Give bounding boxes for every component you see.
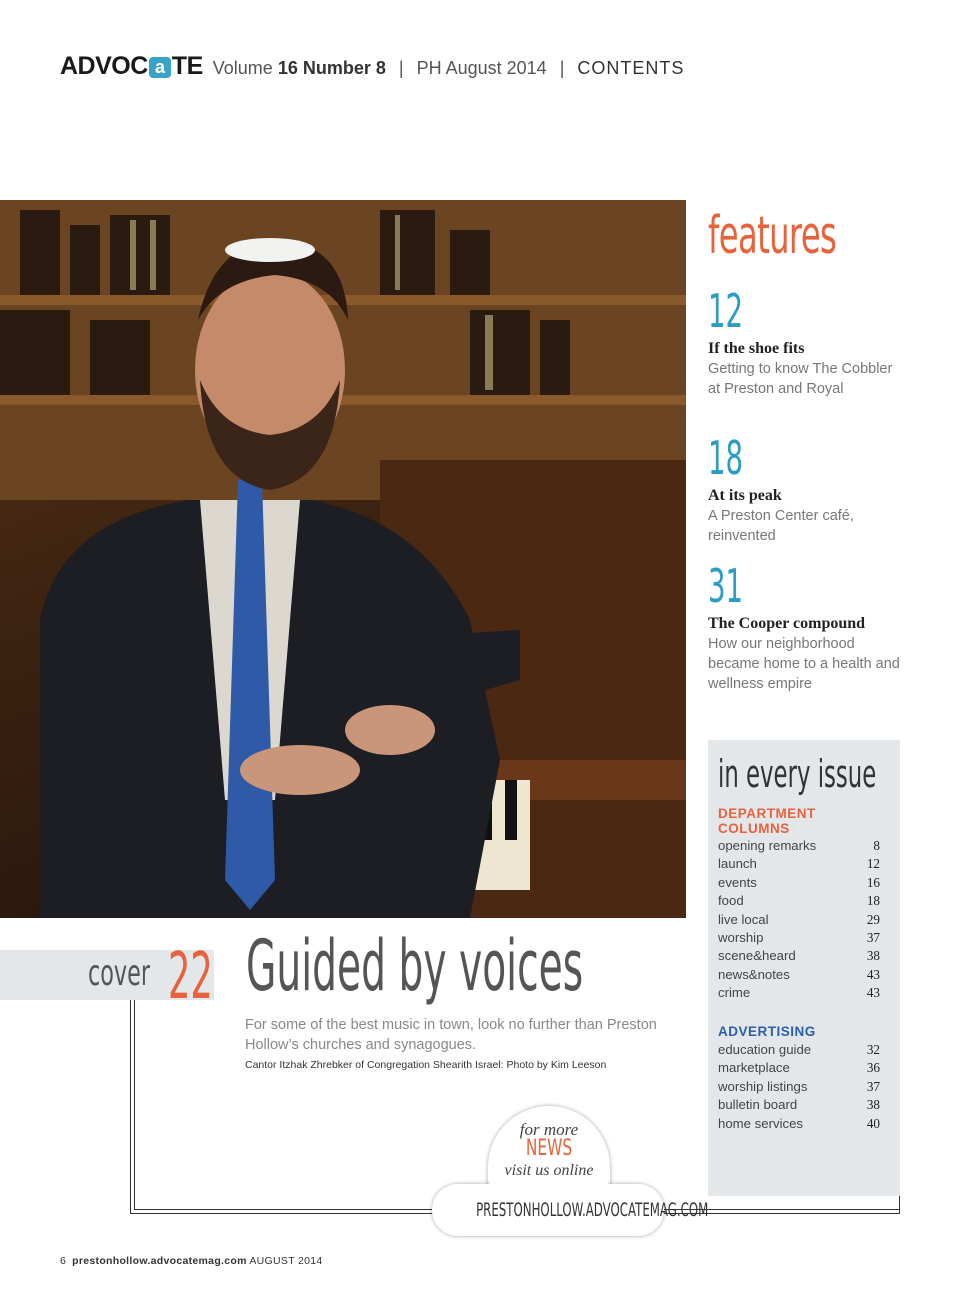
list-item[interactable]: bulletin board 38 <box>718 1097 880 1113</box>
cover-photo <box>0 200 686 918</box>
volume-info: Volume 16 Number 8 <box>212 58 386 78</box>
feature-description: How our neighborhood became home to a health and wellness empire <box>708 636 900 692</box>
cover-story-description: For some of the best music in town, look no further than Preston Hollow’s churches and synagogues. <box>245 1017 657 1053</box>
list-item[interactable]: education guide 32 <box>718 1042 880 1057</box>
cover-label: cover <box>88 953 151 994</box>
masthead <box>60 52 684 84</box>
page-number: 6 <box>60 1255 67 1267</box>
edition-label: PH August 2014 <box>416 58 547 78</box>
department-list <box>718 838 880 1004</box>
in-every-issue-heading: in every issue <box>718 752 877 796</box>
advertising-heading: ADVERTISING <box>718 1024 816 1039</box>
department-columns-heading: DEPARTMENT COLUMNS <box>718 806 816 836</box>
feature-page-number: 12 <box>708 284 744 338</box>
section-label: CONTENTS <box>577 58 685 78</box>
footer-site-link[interactable]: prestonhollow.advocatemag.com <box>72 1255 247 1267</box>
list-item[interactable]: marketplace 36 <box>718 1060 880 1076</box>
advertising-list <box>718 1042 880 1134</box>
header-separator: | <box>559 58 565 78</box>
header-separator: | <box>398 58 404 78</box>
cover-story-title[interactable]: Guided by voices <box>246 925 584 1007</box>
list-item[interactable]: news&notes 43 <box>718 966 880 982</box>
feature-item[interactable] <box>708 559 908 694</box>
frame-line <box>130 1000 131 1213</box>
feature-description: A Preston Center café, reinvented <box>708 508 854 544</box>
feature-item[interactable] <box>708 431 908 546</box>
features-heading: features <box>708 206 837 266</box>
list-item[interactable]: opening remarks 8 <box>718 838 880 853</box>
cover-page-number: 22 <box>168 940 213 1014</box>
in-every-issue-box <box>708 740 900 1196</box>
list-item[interactable]: scene&heard 38 <box>718 948 880 964</box>
feature-item[interactable] <box>708 284 908 399</box>
list-item[interactable]: events 16 <box>718 874 880 890</box>
frame-line <box>134 1000 135 1209</box>
list-item[interactable]: home services 40 <box>718 1115 880 1131</box>
footer-date: AUGUST 2014 <box>249 1255 323 1267</box>
feature-page-number: 18 <box>708 431 744 485</box>
badge-news: NEWS <box>525 1136 573 1161</box>
feature-title: The Cooper compound <box>708 615 866 632</box>
website-link[interactable]: PRESTONHOLLOW.ADVOCATEMAG.COM <box>476 1199 709 1221</box>
list-item[interactable]: crime 43 <box>718 985 880 1001</box>
list-item[interactable]: worship listings 37 <box>718 1078 880 1094</box>
feature-page-number: 31 <box>708 559 744 613</box>
list-item[interactable]: worship 37 <box>718 929 880 945</box>
list-item[interactable]: launch 12 <box>718 856 880 872</box>
photo-caption: Cantor Itzhak Zhrebker of Congregation Shearith Israel: Photo by Kim Leeson <box>245 1059 607 1071</box>
feature-description: Getting to know The Cobbler at Preston and Royal <box>708 361 893 397</box>
badge-join <box>490 1180 608 1192</box>
feature-title: If the shoe fits <box>708 340 805 357</box>
page-footer <box>60 1255 323 1267</box>
list-item[interactable]: food 18 <box>718 893 880 909</box>
badge-visit-online: visit us online <box>504 1162 594 1179</box>
list-item[interactable]: live local 29 <box>718 911 880 927</box>
advocate-logo: ADVOC a TE <box>60 52 203 80</box>
frame-line <box>899 1196 900 1214</box>
badge-for-more: for more <box>519 1120 579 1139</box>
feature-title: At its peak <box>708 487 782 504</box>
